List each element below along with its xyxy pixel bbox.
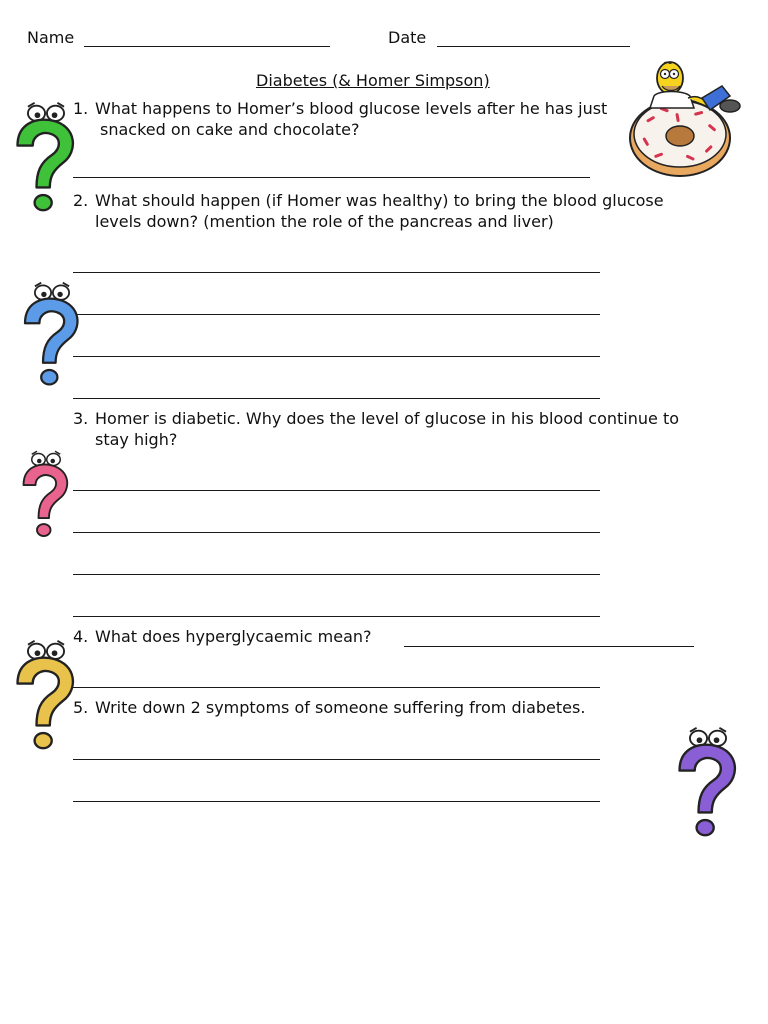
name-field[interactable] [84, 46, 330, 47]
question-1-text-line-1: What happens to Homer’s blood glucose levels after he has just [95, 99, 608, 118]
question-2-answer-line[interactable] [73, 356, 600, 357]
question-5-text-line-1: Write down 2 symptoms of someone suffering from diabetes. [95, 698, 586, 717]
question-5-number: 5. [73, 698, 89, 717]
question-2-answer-line[interactable] [73, 272, 600, 273]
question-2-text-line-1: What should happen (if Homer was healthy) to bring the blood glucose [95, 191, 664, 210]
question-5-answer-line[interactable] [73, 801, 600, 802]
question-4-number: 4. [73, 627, 89, 646]
question-4-answer-line[interactable] [73, 687, 600, 688]
question-4-inline-answer-line[interactable] [404, 646, 694, 647]
question-5-answer-line[interactable] [73, 759, 600, 760]
question-3-text-line-2: stay high? [95, 430, 178, 449]
homer-donut-icon [624, 56, 742, 178]
question-2-answer-line[interactable] [73, 398, 600, 399]
question-2-answer-line[interactable] [73, 314, 600, 315]
question-3-answer-line[interactable] [73, 490, 600, 491]
date-label: Date [388, 28, 427, 47]
name-label: Name [27, 28, 75, 47]
purple-question-mark-icon [670, 725, 746, 839]
question-2-number: 2. [73, 191, 89, 210]
question-3-text-line-1: Homer is diabetic. Why does the level of glucose in his blood continue to [95, 409, 679, 428]
question-4-text-line-1: What does hyperglycaemic mean? [95, 627, 372, 646]
green-question-mark-icon [8, 98, 84, 216]
blue-question-mark-icon [16, 278, 88, 390]
question-2-text-line-2: levels down? (mention the role of the pancreas and liver) [95, 212, 554, 231]
yellow-question-mark-icon [8, 638, 84, 752]
question-3-number: 3. [73, 409, 89, 428]
pink-question-mark-icon [16, 440, 76, 548]
question-3-answer-line[interactable] [73, 574, 600, 575]
question-3-answer-line[interactable] [73, 532, 600, 533]
question-1-answer-line[interactable] [73, 177, 590, 178]
question-1-number: 1. [73, 99, 89, 118]
question-3-answer-line[interactable] [73, 616, 600, 617]
page-title: Diabetes (& Homer Simpson) [256, 71, 490, 90]
question-1-text-line-2: snacked on cake and chocolate? [100, 120, 360, 139]
date-field[interactable] [437, 46, 630, 47]
